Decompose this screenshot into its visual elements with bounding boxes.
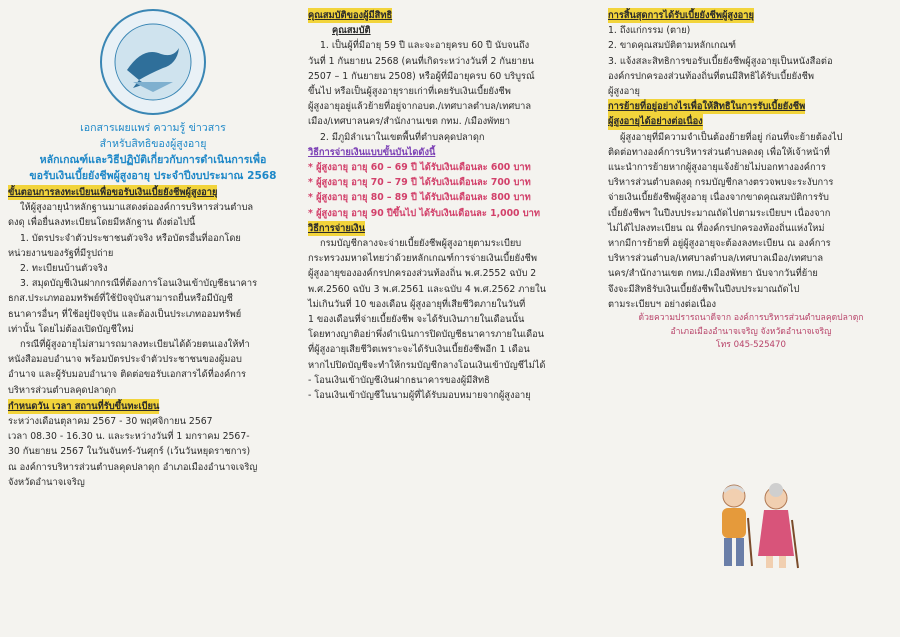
relocation-heading-cont: ผู้สูงอายุได้อย่างต่อเนื่อง <box>608 114 703 129</box>
termination-line: องค์กรปกครองส่วนท้องถิ่นที่ตนมีสิทธิได้รับเบี้ยยังชีพ <box>608 70 815 82</box>
footer-line: ด้วยความปรารถนาดีจาก องค์การบริหารส่วนตำบลคุดปลาดุก <box>638 313 864 324</box>
registration-line: ธกส.ประเภทออมทรัพย์ที่ใช้ปัจจุบันสามารถยื่นหรือมีบัญชี <box>8 293 233 305</box>
intro-title-4: ขอรับเงินเบี้ยยังชีพผู้สูงอายุ ประจำปีงบประมาณ 2568 <box>29 170 277 182</box>
termination-line: 1. ถึงแก่กรรม (ตาย) <box>608 25 691 37</box>
eligibility-heading: คุณสมบัติของผู้มีสิทธิ <box>308 8 392 23</box>
termination-heading: การสิ้นสุดการได้รับเบี้ยยังชีพผู้สูงอายุ <box>608 8 754 23</box>
relocation-line: ผู้สูงอายุที่มีความจำเป็นต้องย้ายที่อยู่ ก่อนที่จะย้ายต้องไป <box>620 131 843 143</box>
schedule-line: จังหวัดอำนาจเจริญ <box>8 476 85 488</box>
registration-line: บริหารส่วนตำบลคุดปลาดุก <box>8 384 117 396</box>
intro-title-2: สำหรับสิทธิของผู้สูงอายุ <box>99 138 207 150</box>
qualification-subheading: คุณสมบัติ <box>332 25 371 37</box>
qualification-line: ผู้สูงอายุอยู่แล้วย้ายที่อยู่จากอบต./เทศบาลตำบล/เทศบาล <box>308 101 532 113</box>
payment-tiers-heading: วิธีการจ่ายเงินแบบขั้นบันไดดังนี้ <box>308 146 436 158</box>
registration-line: ธนาคารอื่นๆ ที่ใช้อยู่ปัจจุบัน และต้องเป็นประเภทออมทรัพย์ <box>8 308 242 320</box>
relocation-line: แนะนำการย้ายหากผู้สูงอายุแจ้งย้ายไม่บอกทางองค์การ <box>608 162 826 174</box>
relocation-heading: การย้ายที่อยู่อย่างไรเพื่อให้สิทธิในการรับเบี้ยยังชีพ <box>608 99 805 114</box>
registration-line: 2. ทะเบียนบ้านตัวจริง <box>20 263 108 275</box>
payment-tier: * ผู้สูงอายุ อายุ 60 – 69 ปี ได้รับเงินเดือนละ 600 บาท <box>308 162 531 174</box>
relocation-line: ไม่ได้ไปลงทะเบียน ณ ที่องค์กรปกครองท้องถิ่นแห่งใหม่ <box>608 222 825 234</box>
registration-line: ดงดุ เพื่อยื่นลงทะเบียนโดยมีหลักฐาน ดังต่อไปนี้ <box>8 217 196 229</box>
registration-line: เท่านั้น โดยไม่ต้องเปิดบัญชีใหม่ <box>8 323 134 335</box>
payment-method-line: โดยทางญาติอย่าพึ่งดำเนินการปิดบัญชีธนาคารภายในเดือน <box>308 329 545 341</box>
payment-method-line: - โอนเงินเข้าบัญชีเงินฝากธนาคารของผู้มีสิทธิ <box>308 374 490 386</box>
schedule-heading: กำหนดวัน เวลา สถานที่รับขึ้นทะเบียน <box>8 399 159 414</box>
registration-line: หน่วยงานของรัฐที่มีรูปถ่าย <box>8 247 114 259</box>
relocation-line: จึงจะมีสิทธิรับเงินเบี้ยยังชีพในปีงบประมาณถัดไป <box>608 283 800 295</box>
payment-tier: * ผู้สูงอายุ อายุ 70 – 79 ปี ได้รับเงินเดือนละ 700 บาท <box>308 177 531 189</box>
schedule-line: ระหว่างเดือนตุลาคม 2567 - 30 พฤศจิกายน 2567 <box>8 416 213 428</box>
payment-method-line: กระทรวงมหาดไทยว่าด้วยหลักเกณฑ์การจ่ายเงินเบี้ยยังชีพ <box>308 253 537 265</box>
registration-line: อำนาจ และผู้รับมอบอำนาจ ติดต่อขอรับเอกสารได้ที่องค์การ <box>8 369 247 381</box>
qualification-line: 2. มีภูมิลำเนาในเขตพื้นที่ตำบลคุดปลาดุก <box>320 131 485 143</box>
payment-method-line: กรมบัญชีกลางจะจ่ายเบี้ยยังชีพผู้สูงอายุตามระเบียบ <box>320 238 522 250</box>
column-1 <box>8 8 298 490</box>
relocation-line: นคร/สำนักงานเขต กทม./เมืองพัทยา นับจากวันที่ย้าย <box>608 268 818 280</box>
payment-tier: * ผู้สูงอายุ อายุ 80 – 89 ปี ได้รับเงินเดือนละ 800 บาท <box>308 192 531 204</box>
payment-method-line: ที่ผู้สูงอายุเสียชีวิตเพราะจะได้รับเงินเบี้ยยังชีพอีก 1 เดือน <box>308 344 530 356</box>
footer-phone: โทร 045-525470 <box>716 340 786 351</box>
payment-method-line: - โอนเงินเข้าบัญชีในนามผู้ที่ได้รับมอบหมายจากผู้สูงอายุ <box>308 390 531 402</box>
payment-method-heading: วิธีการจ่ายเงิน <box>308 221 365 236</box>
payment-method-line: ผู้สูงอายุขององค์กรปกครองส่วนท้องถิ่น พ.ศ.2552 ฉบับ 2 <box>308 268 537 280</box>
registration-line: ให้ผู้สูงอายุนำหลักฐานมาแสดงต่อองค์การบริหารส่วนตำบล <box>20 202 254 214</box>
registration-line: กรณีที่ผู้สูงอายุไม่สามารถมาลงทะเบียนได้ด้วยตนเองให้ทำ <box>20 339 250 351</box>
payment-method-line: พ.ศ.2560 ฉบับ 3 พ.ศ.2561 และฉบับ 4 พ.ศ.2562 ภายใน <box>308 283 546 295</box>
footer-line: อำเภอเมืองอำนาจเจริญ จังหวัดอำนาจเจริญ <box>670 326 832 337</box>
termination-line: 3. แจ้งสละสิทธิการขอรับเบี้ยยังชีพผู้สูงอายุเป็นหนังสือต่อ <box>608 55 833 67</box>
qualification-line: ขึ้นไป หรือเป็นผู้สูงอายุรายเก่าที่เคยรับเงินเบี้ยยังชีพ <box>308 86 511 98</box>
payment-method-line: 1 ของเดือนที่จ่ายเบี้ยยังชีพ จะได้รับเงินภายในเดือนนั้น <box>308 314 525 326</box>
column-3 <box>608 8 894 353</box>
relocation-line: จ่ายเงินเบี้ยยังชีพผู้สูงอายุ เนื่องจากขาดคุณสมบัติการรับ <box>608 192 829 204</box>
intro-title-3: หลักเกณฑ์และวิธีปฏิบัติเกี่ยวกับการดำเนินการเพื่อ <box>39 154 267 166</box>
organization-logo <box>99 8 207 116</box>
registration-line: 3. สมุดบัญชีเงินฝากกรณีที่ต้องการโอนเงินเข้าบัญชีธนาคาร <box>20 278 258 290</box>
relocation-line: ตามระเบียบฯ อย่างต่อเนื่อง <box>608 298 717 310</box>
elderly-couple-illustration <box>702 478 812 578</box>
registration-heading: ขั้นตอนการลงทะเบียนเพื่อขอรับเงินเบี้ยยังชีพผู้สูงอายุ <box>8 185 217 200</box>
relocation-line: หากมีการย้ายที่ อยู่ผู้สูงอายุจะต้องลงทะเบียน ณ องค์การ <box>608 238 831 250</box>
relocation-line: บริหารส่วนตำบลดงดุ กรมบัญชีกลางตรวจพบจะระงับการ <box>608 177 834 189</box>
column-2 <box>308 8 598 403</box>
payment-method-line: หากไปปิดบัญชีจะทำให้กรมบัญชีกลางโอนเงินเข้าบัญชีไม่ได้ <box>308 359 546 371</box>
schedule-line: เวลา 08.30 - 16.30 น. และระหว่างวันที่ 1 มกราคม 2567- <box>8 431 250 443</box>
qualification-line: เมือง/เทศบาลนคร/สำนักงานเขต กทม. /เมืองพัทยา <box>308 116 511 128</box>
intro-title-1: เอกสารเผยแพร่ ความรู้ ข่าวสาร <box>80 122 226 134</box>
termination-line: 2. ขาดคุณสมบัติตามหลักเกณฑ์ <box>608 40 737 52</box>
relocation-line: ติดต่อทางองค์การบริหารส่วนตำบลดงดุ เพื่อให้เจ้าหน้าที่ <box>608 146 830 158</box>
schedule-line: 30 กันยายน 2567 ในวันจันทร์-วันศุกร์ (เว้นวันหยุดราชการ) <box>8 446 251 458</box>
termination-line: ผู้สูงอายุ <box>608 86 640 98</box>
qualification-line: 1. เป็นผู้ที่มีอายุ 59 ปี และจะอายุครบ 60 ปี นับจนถึง <box>320 40 530 52</box>
registration-line: 1. บัตรประจำตัวประชาชนตัวจริง หรือบัตรอื่นที่ออกโดย <box>20 232 241 244</box>
relocation-line: เบี้ยยังชีพฯ ในปีงบประมาณถัดไปตามระเบียบฯ เนื่องจาก <box>608 207 831 219</box>
registration-line: หนังสือมอบอำนาจ พร้อมบัตรประจำตัวประชาชนของผู้มอบ <box>8 354 242 366</box>
relocation-line: บริหารส่วนตำบล/เทศบาลตำบล/เทศบาลเมือง/เทศบาล <box>608 253 824 265</box>
qualification-line: วันที่ 1 กันยายน 2568 (คนที่เกิดระหว่างวันที่ 2 กันยายน <box>308 55 534 67</box>
payment-method-line: ไม่เกินวันที่ 10 ของเดือน ผู้สูงอายุที่เสียชีวิตภายในวันที่ <box>308 298 526 310</box>
qualification-line: 2507 – 1 กันยายน 2508) หรือผู้ที่มีอายุครบ 60 บริบูรณ์ <box>308 70 535 82</box>
schedule-line: ณ องค์การบริหารส่วนตำบลคุดปลาดุก อำเภอเมืองอำนาจเจริญ <box>8 461 258 473</box>
payment-tier: * ผู้สูงอายุ อายุ 90 ปีขึ้นไป ได้รับเงินเดือนละ 1,000 บาท <box>308 207 540 219</box>
